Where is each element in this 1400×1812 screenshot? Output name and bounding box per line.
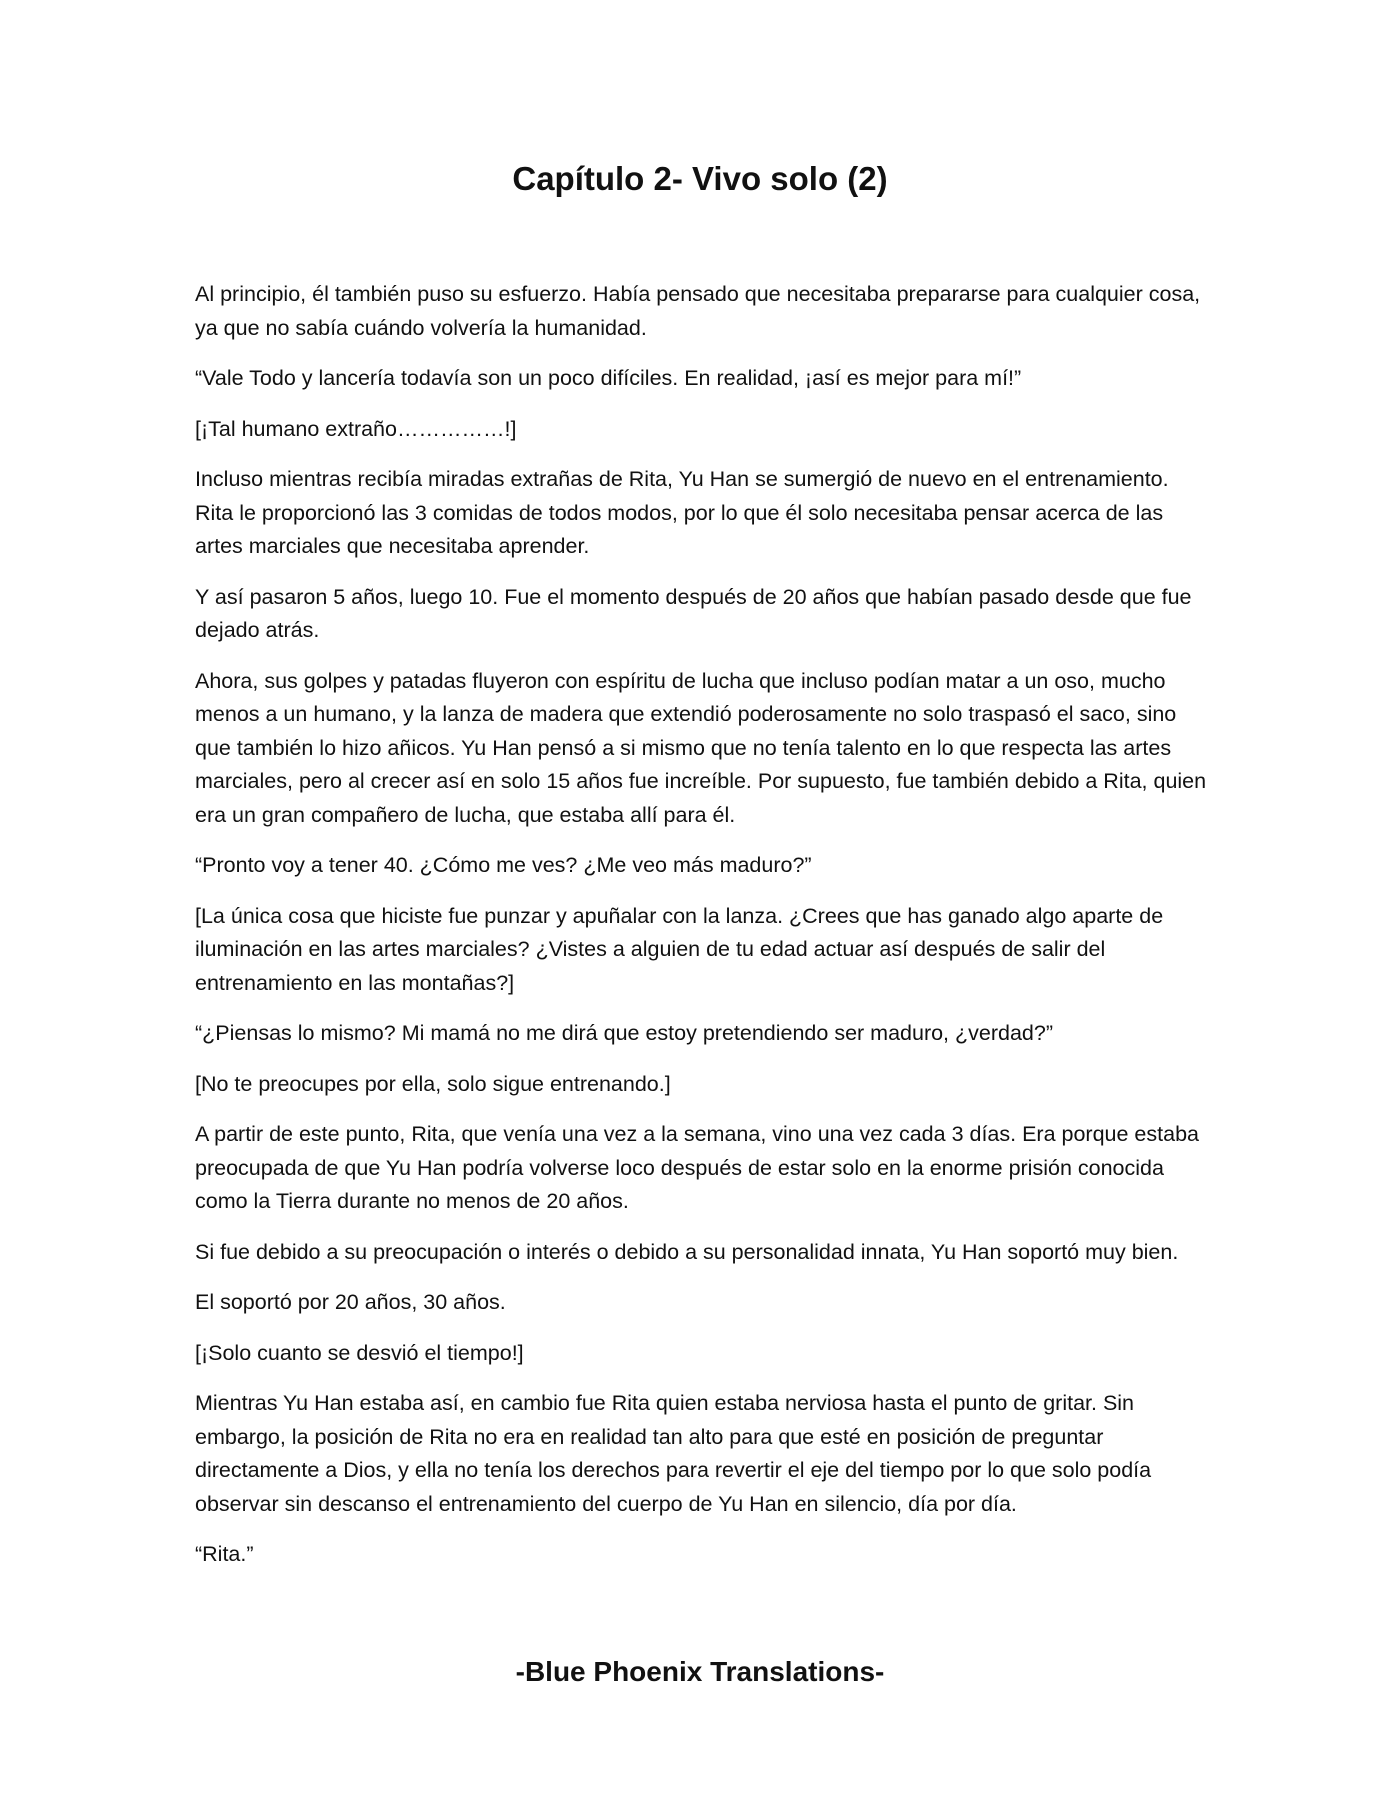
paragraph: Si fue debido a su preocupación o interés o debido a su personalidad innata, Yu Han soportó muy bien. [195,1239,1179,1264]
paragraph: Incluso mientras recibía miradas extrañas de Rita, Yu Han se sumergió de nuevo en el entrenamiento. Rita le proporcionó las 3 comidas de todos modos, por lo que él solo necesitaba pensar acerca de las artes marciales que necesitaba aprender. [195,467,1169,558]
paragraph: Y así pasaron 5 años, luego 10. Fue el momento después de 20 años que habían pasado desde que fue dejado atrás. [195,584,1192,642]
chapter-title: Capítulo 2- Vivo solo (2) [512,160,888,197]
paragraph: Mientras Yu Han estaba así, en cambio fue Rita quien estaba nerviosa hasta el punto de gritar. Sin embargo, la posición de Rita no era en realidad tan alto para que esté en posición de preguntar directamente a Dios, y ella no tenía los derechos para revertir el eje del tiempo por lo que solo podía observar sin descanso el entrenamiento del cuerpo de Yu Han en silencio, día por día. [195,1391,1152,1516]
paragraph: [¡Tal humano extraño……………!] [195,416,517,441]
paragraph: El soportó por 20 años, 30 años. [195,1290,506,1314]
paragraph: “Pronto voy a tener 40. ¿Cómo me ves? ¿Me veo más maduro?” [195,853,812,877]
paragraph: A partir de este punto, Rita, que venía una vez a la semana, vino una vez cada 3 días. Era porque estaba preocupada de que Yu Han podría volverse loco después de estar solo en la enorme prisión conocida como la Tierra durante no menos de 20 años. [195,1122,1199,1213]
paragraph: “Rita.” [195,1542,254,1566]
paragraph: [No te preocupes por ella, solo sigue entrenando.] [195,1071,671,1096]
translator-footer: -Blue Phoenix Translations- [515,1656,885,1687]
paragraph: “¿Piensas lo mismo? Mi mamá no me dirá que estoy pretendiendo ser maduro, ¿verdad?” [195,1021,1053,1045]
paragraph: “Vale Todo y lancería todavía son un poco difíciles. En realidad, ¡así es mejor para mí!” [195,366,1022,390]
paragraph: Ahora, sus golpes y patadas fluyeron con espíritu de lucha que incluso podían matar a un oso, mucho menos a un humano, y la lanza de madera que extendió poderosamente no solo traspasó el saco, sino que también lo hizo añicos. Yu Han pensó a si mismo que no tenía talento en lo que respecta las artes marciales, pero al crecer así en solo 15 años fue increíble. Por supuesto, fue también debido a Rita, quien era un gran compañero de lucha, que estaba allí para él. [195,668,1207,827]
paragraph: [La única cosa que hiciste fue punzar y apuñalar con la lanza. ¿Crees que has ganado algo aparte de iluminación en las artes marciales? ¿Vistes a alguien de tu edad actuar así después de salir del entrenamiento en las montañas?] [195,903,1164,995]
paragraph: Al principio, él también puso su esfuerzo. Había pensado que necesitaba prepararse para cualquier cosa, ya que no sabía cuándo volvería la humanidad. [195,282,1201,340]
chapter-body [195,278,1210,1589]
paragraph: [¡Solo cuanto se desvió el tiempo!] [195,1340,524,1365]
